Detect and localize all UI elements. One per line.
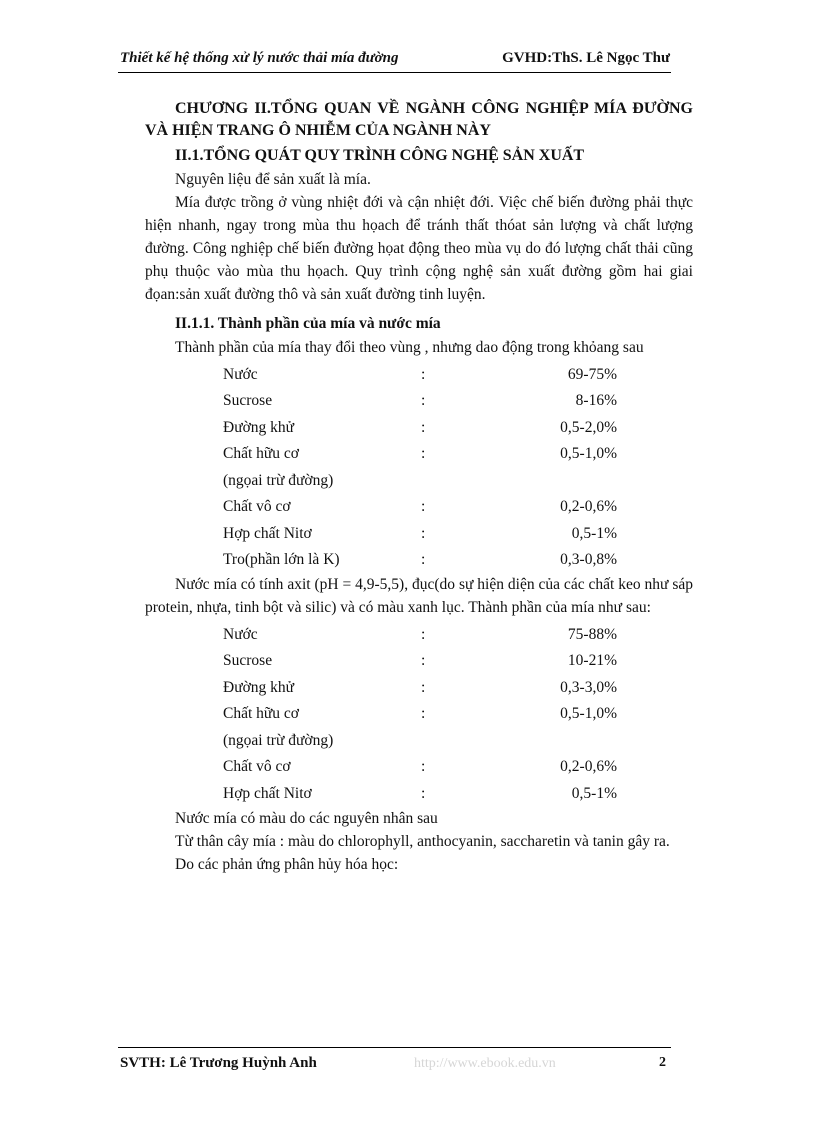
- separator: :: [421, 445, 426, 463]
- table-row: [223, 727, 693, 754]
- separator: :: [421, 758, 426, 776]
- separator: :: [421, 392, 426, 410]
- component-value: 8-16%: [575, 392, 617, 410]
- chapter-title: CHƯƠNG II.TỔNG QUAN VỀ NGÀNH CÔNG NGHIỆP MÍA ĐƯỜNG VÀ HIỆN TRANG Ô NHIỄM CỦA NGÀNH NÀY: [145, 100, 693, 139]
- table-row: [223, 674, 693, 701]
- component-name: (ngọai trừ đường): [223, 731, 334, 749]
- component-value: 0,5-1%: [571, 784, 617, 802]
- separator: :: [421, 524, 426, 542]
- component-name: Sucrose: [223, 652, 273, 670]
- cane-composition-table: [223, 361, 693, 573]
- table-row: [223, 547, 693, 574]
- juice-composition-table: [223, 621, 693, 807]
- table-row: [223, 621, 693, 648]
- paragraph-cane-intro: Thành phần của mía thay đổi theo vùng , nhưng dao động trong khỏang sau: [175, 339, 644, 356]
- paragraph-color: Nước mía có màu do các nguyên nhân sau: [175, 809, 438, 827]
- paragraph-material: Nguyên liệu để sản xuất là mía.: [175, 171, 371, 188]
- table-row: [223, 648, 693, 675]
- paragraph-juice: Nước mía có tính axit (pH = 4,9-5,5), đục(do sự hiện diện của các chất keo như sáp protein, nhựa, tinh bột và silic) và có màu xanh lục. Thành phần của mía như sau:: [145, 576, 693, 616]
- component-name: Đường khử: [223, 678, 295, 696]
- student-name: SVTH: Lê Trương Huỳnh Anh: [120, 1055, 317, 1071]
- separator: :: [421, 784, 426, 802]
- table-row: [223, 441, 693, 468]
- document-title: Thiết kế hệ thống xử lý nước thải mía đường: [120, 50, 399, 66]
- separator: :: [421, 551, 426, 569]
- component-name: Nước: [223, 365, 258, 383]
- component-value: 0,3-0,8%: [560, 551, 617, 569]
- component-name: Chất vô cơ: [223, 758, 291, 776]
- footer-divider: [118, 1047, 671, 1048]
- separator: :: [421, 678, 426, 696]
- component-value: 0,2-0,6%: [560, 498, 617, 516]
- section-title: II.1.TỔNG QUÁT QUY TRÌNH CÔNG NGHỆ SẢN XUẤT: [175, 147, 585, 164]
- table-row: [223, 494, 693, 521]
- page-content: [145, 98, 693, 876]
- component-name: Hợp chất Nitơ: [223, 524, 312, 542]
- component-name: Đường khử: [223, 418, 295, 436]
- table-row: [223, 754, 693, 781]
- component-value: 0,5-2,0%: [560, 418, 617, 436]
- component-value: 0,5-1%: [571, 524, 617, 542]
- component-name: Chất hữu cơ: [223, 445, 300, 463]
- component-name: Tro(phần lớn là K): [223, 551, 340, 569]
- component-name: Nước: [223, 625, 258, 643]
- subsection-title: II.1.1. Thành phần của mía và nước mía: [175, 315, 441, 332]
- table-row: [223, 467, 693, 494]
- paragraph-reaction: Do các phản ứng phân hủy hóa học:: [175, 855, 399, 873]
- component-value: 10-21%: [567, 652, 617, 670]
- paragraph-stem: Từ thân cây mía : màu do chlorophyll, anthocyanin, saccharetin và tanin gây ra.: [175, 832, 670, 850]
- table-row: [223, 780, 693, 807]
- separator: :: [421, 705, 426, 723]
- separator: :: [421, 365, 426, 383]
- table-row: [223, 388, 693, 415]
- watermark-text: http://www.ebook.edu.vn: [414, 1056, 556, 1071]
- table-row: [223, 414, 693, 441]
- header-divider: [118, 72, 671, 73]
- paragraph-intro: Mía được trồng ở vùng nhiệt đới và cận nhiệt đới. Việc chế biến đường phải thực hiện nhanh, ngay trong mùa thu họach để tránh thất thóat sản lượng và chất lượng đường. Công nghiệp chế biến đường họat động theo mùa vụ do đó lượng chất thải cũng phụ thuộc vào mùa thu họach. Quy trình cộng nghệ sản xuất đường gồm hai giai đọan:sản xuất đường thô và sản xuất đường tinh luyện.: [145, 194, 693, 303]
- component-name: Chất vô cơ: [223, 498, 291, 516]
- table-row: [223, 361, 693, 388]
- component-name: Hợp chất Nitơ: [223, 784, 312, 802]
- separator: :: [421, 625, 426, 643]
- component-name: Chất hữu cơ: [223, 705, 300, 723]
- advisor-name: GVHD:ThS. Lê Ngọc Thư: [502, 50, 670, 66]
- table-row: [223, 520, 693, 547]
- page-header: [120, 50, 670, 67]
- table-row: [223, 701, 693, 728]
- separator: :: [421, 418, 426, 436]
- component-name: Sucrose: [223, 392, 273, 410]
- component-value: 0,5-1,0%: [560, 445, 617, 463]
- page-number: 2: [659, 1055, 666, 1070]
- separator: :: [421, 498, 426, 516]
- component-value: 0,2-0,6%: [560, 758, 617, 776]
- component-name: (ngọai trừ đường): [223, 471, 334, 489]
- separator: :: [421, 652, 426, 670]
- component-value: 0,5-1,0%: [560, 705, 617, 723]
- component-value: 0,3-3,0%: [560, 678, 617, 696]
- component-value: 69-75%: [567, 365, 617, 383]
- component-value: 75-88%: [567, 625, 617, 643]
